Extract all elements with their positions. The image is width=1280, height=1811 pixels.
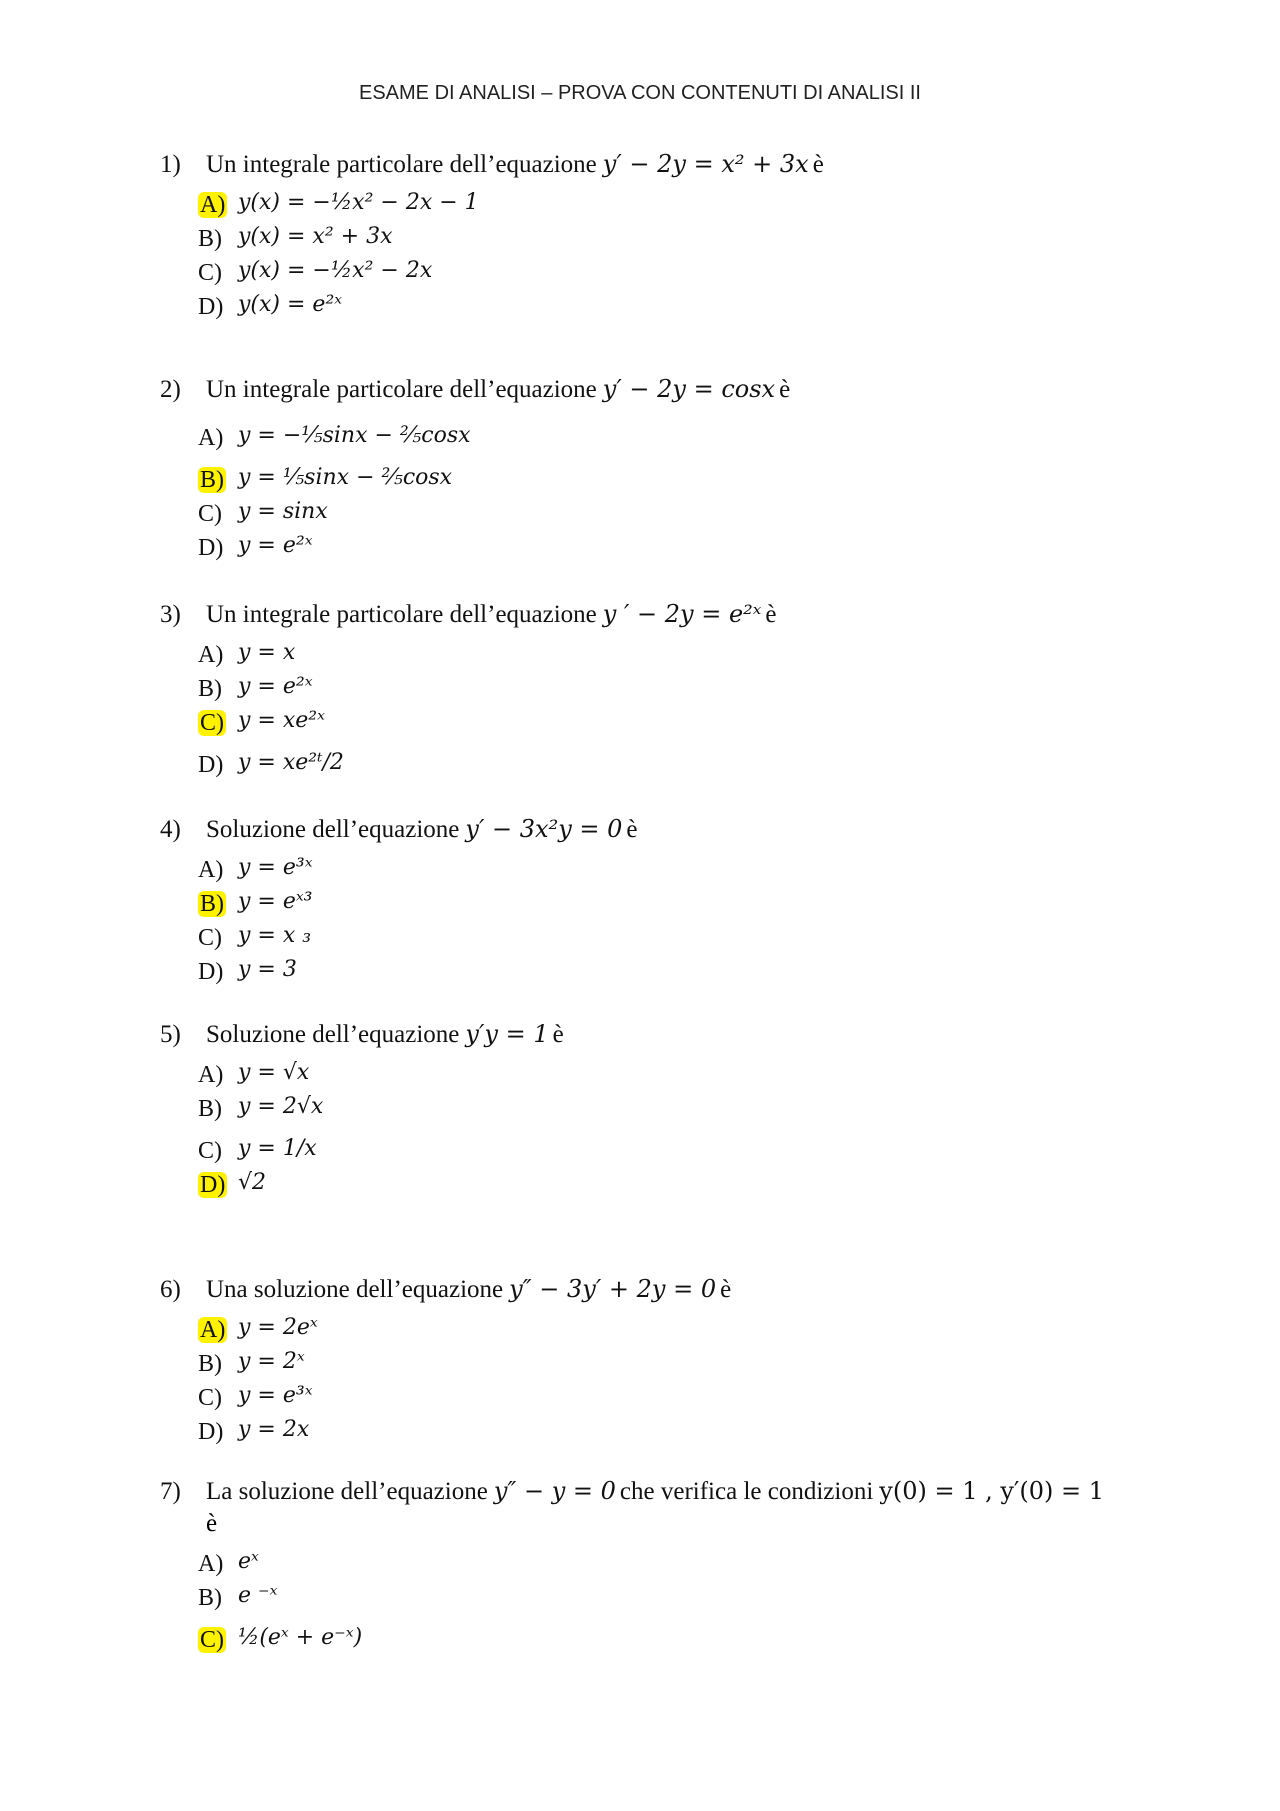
question-7 xyxy=(160,1477,1220,1654)
option-formula: y = e²ˣ xyxy=(238,533,313,558)
question-4 xyxy=(160,815,1160,986)
question-text: Soluzione dell’equazione xyxy=(206,1021,460,1048)
question-equation: y ′ − 2y = e²ˣ xyxy=(602,600,762,628)
option-letter: C) xyxy=(198,1138,222,1164)
option-letter: C) xyxy=(198,260,222,286)
option-formula: y = 1/x xyxy=(238,1136,317,1161)
option-a[interactable] xyxy=(198,1310,1160,1344)
option-letter: A) xyxy=(198,642,224,668)
options-list xyxy=(198,410,1160,562)
option-formula: y = −⅕sinx − ⅖cosx xyxy=(238,423,471,448)
question-equation: y′ − 2y = x² + 3x xyxy=(602,150,809,178)
option-letter: D) xyxy=(198,959,224,985)
options-list xyxy=(198,185,1160,321)
question-stem xyxy=(160,375,1160,404)
option-formula: y = x ₃ xyxy=(238,923,312,948)
option-a[interactable] xyxy=(198,1544,1220,1578)
option-letter: B) xyxy=(198,226,222,252)
question-equation: y″ − y = 0 xyxy=(493,1477,616,1505)
option-formula: eˣ xyxy=(238,1549,259,1574)
question-text: Soluzione dell’equazione xyxy=(206,816,460,843)
question-conditions: y(0) = 1 , y′(0) = 1 xyxy=(879,1477,1104,1505)
question-stem xyxy=(160,815,1160,844)
question-text: Un integrale particolare dell’equazione xyxy=(206,601,597,628)
option-c[interactable] xyxy=(198,703,1160,737)
option-letter: D) xyxy=(198,1419,224,1445)
question-tail: è xyxy=(812,151,824,178)
option-formula: √2 xyxy=(238,1170,267,1195)
option-letter: A) xyxy=(198,1551,224,1577)
question-text: Un integrale particolare dell’equazione xyxy=(206,151,597,178)
option-letter: B) xyxy=(198,1351,222,1377)
option-letter: D) xyxy=(198,294,224,320)
option-formula: e ⁻ˣ xyxy=(238,1583,278,1608)
option-a[interactable] xyxy=(198,185,1160,219)
option-d[interactable] xyxy=(198,1165,1160,1199)
option-b[interactable] xyxy=(198,1089,1160,1123)
option-formula: y = 2eˣ xyxy=(238,1315,318,1340)
option-formula: y = e²ˣ xyxy=(238,674,313,699)
option-formula: y = x xyxy=(238,640,296,665)
question-tail: è xyxy=(779,376,791,403)
option-b[interactable] xyxy=(198,1344,1160,1378)
question-tail: è xyxy=(765,601,777,628)
question-stem xyxy=(160,1275,1160,1304)
option-b[interactable] xyxy=(198,669,1160,703)
option-formula: y = √x xyxy=(238,1060,310,1085)
option-b[interactable] xyxy=(198,219,1160,253)
question-number: 6) xyxy=(160,1276,181,1303)
option-formula: y(x) = x² + 3x xyxy=(238,224,393,249)
question-1 xyxy=(160,150,1160,321)
option-c[interactable] xyxy=(198,1612,1220,1654)
option-d[interactable] xyxy=(198,287,1160,321)
option-c[interactable] xyxy=(198,918,1160,952)
option-formula: y = 2x xyxy=(238,1417,310,1442)
option-letter: B) xyxy=(198,1585,222,1611)
question-3 xyxy=(160,600,1160,779)
correct-highlight: D) xyxy=(200,1172,226,1198)
option-formula: y = xe²ᵗ/2 xyxy=(238,750,344,775)
option-c[interactable] xyxy=(198,1123,1160,1165)
option-letter: A) xyxy=(198,1062,224,1088)
question-stem xyxy=(160,1477,1220,1506)
question-equation: y′ − 3x²y = 0 xyxy=(465,815,623,843)
question-text: Una soluzione dell’equazione xyxy=(206,1276,504,1303)
question-tail: è xyxy=(720,1276,732,1303)
option-formula: y = ⅕sinx − ⅖cosx xyxy=(238,465,453,490)
option-formula: y = xe²ˣ xyxy=(238,708,325,733)
option-formula: y = 2ˣ xyxy=(238,1349,305,1374)
options-list xyxy=(198,1544,1220,1654)
options-list xyxy=(198,1055,1160,1199)
question-number: 4) xyxy=(160,816,181,843)
option-letter: B) xyxy=(198,676,222,702)
option-a[interactable] xyxy=(198,1055,1160,1089)
question-tail: è xyxy=(206,1510,218,1537)
correct-highlight: B) xyxy=(200,891,224,917)
correct-highlight: A) xyxy=(200,192,226,218)
option-b[interactable] xyxy=(198,452,1160,494)
option-formula: y = 3 xyxy=(238,957,297,982)
correct-highlight: C) xyxy=(200,710,224,736)
option-d[interactable] xyxy=(198,528,1160,562)
option-letter: B) xyxy=(198,1096,222,1122)
option-letter: C) xyxy=(198,925,222,951)
option-d[interactable] xyxy=(198,952,1160,986)
question-6 xyxy=(160,1275,1160,1446)
correct-highlight: A) xyxy=(200,1317,226,1343)
question-equation: y′y = 1 xyxy=(465,1020,549,1048)
option-formula: y(x) = −½x² − 2x xyxy=(238,258,433,283)
option-formula: y = eˣ³ xyxy=(238,889,313,914)
question-equation: y″ − 3y′ + 2y = 0 xyxy=(509,1275,717,1303)
question-stem xyxy=(160,150,1160,179)
question-stem xyxy=(160,600,1160,629)
option-formula: y = sinx xyxy=(238,499,328,524)
question-2 xyxy=(160,375,1160,562)
question-number: 2) xyxy=(160,376,181,403)
question-number: 5) xyxy=(160,1021,181,1048)
option-formula: y = e³ˣ xyxy=(238,1383,313,1408)
option-letter: C) xyxy=(198,501,222,527)
question-number: 7) xyxy=(160,1478,181,1505)
option-c[interactable] xyxy=(198,494,1160,528)
option-a[interactable] xyxy=(198,635,1160,669)
option-formula: y(x) = e²ˣ xyxy=(238,292,343,317)
option-c[interactable] xyxy=(198,253,1160,287)
option-letter: C) xyxy=(198,1385,222,1411)
option-d[interactable] xyxy=(198,737,1160,779)
correct-highlight: B) xyxy=(200,467,224,493)
question-equation: y′ − 2y = cosx xyxy=(602,375,776,403)
question-number: 1) xyxy=(160,151,181,178)
option-letter: A) xyxy=(198,857,224,883)
option-letter: D) xyxy=(198,752,224,778)
question-stem xyxy=(160,1020,1160,1049)
question-tail: è xyxy=(626,816,638,843)
question-text: Un integrale particolare dell’equazione xyxy=(206,376,597,403)
option-letter: A) xyxy=(198,425,224,451)
option-formula: ½(eˣ + e⁻ˣ) xyxy=(238,1625,363,1650)
options-list xyxy=(198,850,1160,986)
option-formula: y(x) = −½x² − 2x − 1 xyxy=(238,190,479,215)
option-letter: D) xyxy=(198,535,224,561)
correct-highlight: C) xyxy=(200,1627,224,1653)
exam-header: ESAME DI ANALISI – PROVA CON CONTENUTI DI ANALISI II xyxy=(359,82,921,104)
options-list xyxy=(198,1310,1160,1446)
option-c[interactable] xyxy=(198,1378,1160,1412)
option-d[interactable] xyxy=(198,1412,1160,1446)
option-formula: y = 2√x xyxy=(238,1094,324,1119)
question-text-2: che verifica le condizioni xyxy=(619,1478,874,1505)
option-b[interactable] xyxy=(198,884,1160,918)
option-a[interactable] xyxy=(198,410,1160,452)
option-b[interactable] xyxy=(198,1578,1220,1612)
question-tail: è xyxy=(552,1021,564,1048)
options-list xyxy=(198,635,1160,779)
option-a[interactable] xyxy=(198,850,1160,884)
question-5 xyxy=(160,1020,1160,1199)
option-formula: y = e³ˣ xyxy=(238,855,313,880)
question-text: La soluzione dell’equazione xyxy=(206,1478,488,1505)
question-number: 3) xyxy=(160,601,181,628)
